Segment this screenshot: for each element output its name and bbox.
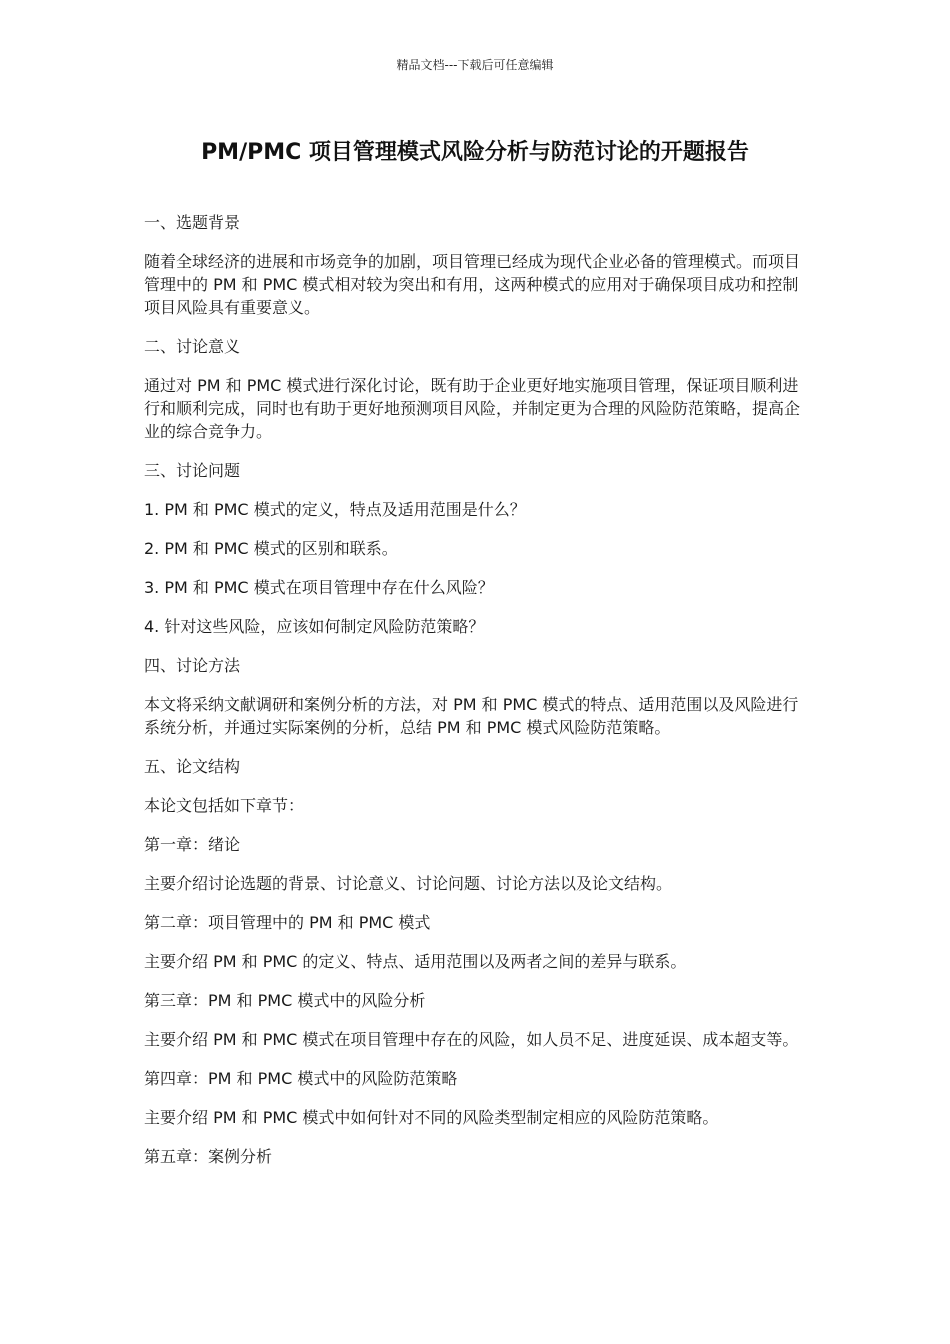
- question-item-2: 2. PM 和 PMC 模式的区别和联系。: [144, 539, 398, 558]
- section-heading-method: 四、讨论方法: [144, 656, 241, 675]
- chapter-1-description: 主要介绍讨论选题的背景、讨论意义、讨论问题、讨论方法以及论文结构。: [144, 874, 673, 893]
- chapter-3-heading: 第三章：PM 和 PMC 模式中的风险分析: [144, 991, 426, 1010]
- paragraph-method: 本文将采纳文献调研和案例分析的方法，对 PM 和 PMC 模式的特点、适用范围以及风险进行系统分析，并通过实际案例的分析，总结 PM 和 PMC 模式风险防范策略。: [144, 695, 799, 737]
- section-heading-background: 一、选题背景: [144, 213, 241, 232]
- header-note: 精品文档---下载后可任意编辑: [396, 58, 554, 72]
- chapter-4-heading: 第四章：PM 和 PMC 模式中的风险防范策略: [144, 1069, 458, 1088]
- document-title: PM/PMC 项目管理模式风险分析与防范讨论的开题报告: [201, 140, 749, 165]
- question-item-4: 4. 针对这些风险，应该如何制定风险防范策略？: [144, 617, 485, 636]
- document-body: [144, 211, 806, 1184]
- section-heading-structure: 五、论文结构: [144, 757, 241, 776]
- section-heading-questions: 三、讨论问题: [144, 461, 241, 480]
- paragraph-background: 随着全球经济的进展和市场竞争的加剧，项目管理已经成为现代企业必备的管理模式。而项目管理中的 PM 和 PMC 模式相对较为突出和有用，这两种模式的应用对于确保项目成功和控制项目风险具有重要意义。: [144, 252, 801, 317]
- section-heading-significance: 二、讨论意义: [144, 337, 241, 356]
- chapter-2-heading: 第二章：项目管理中的 PM 和 PMC 模式: [144, 913, 431, 932]
- chapter-1-heading: 第一章：绪论: [144, 835, 241, 854]
- chapter-3-description: 主要介绍 PM 和 PMC 模式在项目管理中存在的风险，如人员不足、进度延误、成本超支等。: [144, 1030, 799, 1049]
- paragraph-structure-intro: 本论文包括如下章节：: [144, 796, 305, 815]
- chapter-5-heading: 第五章：案例分析: [144, 1147, 273, 1166]
- paragraph-significance: 通过对 PM 和 PMC 模式进行深化讨论，既有助于企业更好地实施项目管理，保证项目顺利进行和顺利完成，同时也有助于更好地预测项目风险，并制定更为合理的风险防范策略，提高企业的综合竞争力。: [144, 376, 801, 441]
- question-item-3: 3. PM 和 PMC 模式在项目管理中存在什么风险？: [144, 578, 494, 597]
- chapter-2-description: 主要介绍 PM 和 PMC 的定义、特点、适用范围以及两者之间的差异与联系。: [144, 952, 687, 971]
- chapter-4-description: 主要介绍 PM 和 PMC 模式中如何针对不同的风险类型制定相应的风险防范策略。: [144, 1108, 719, 1127]
- question-item-1: 1. PM 和 PMC 模式的定义，特点及适用范围是什么？: [144, 500, 526, 519]
